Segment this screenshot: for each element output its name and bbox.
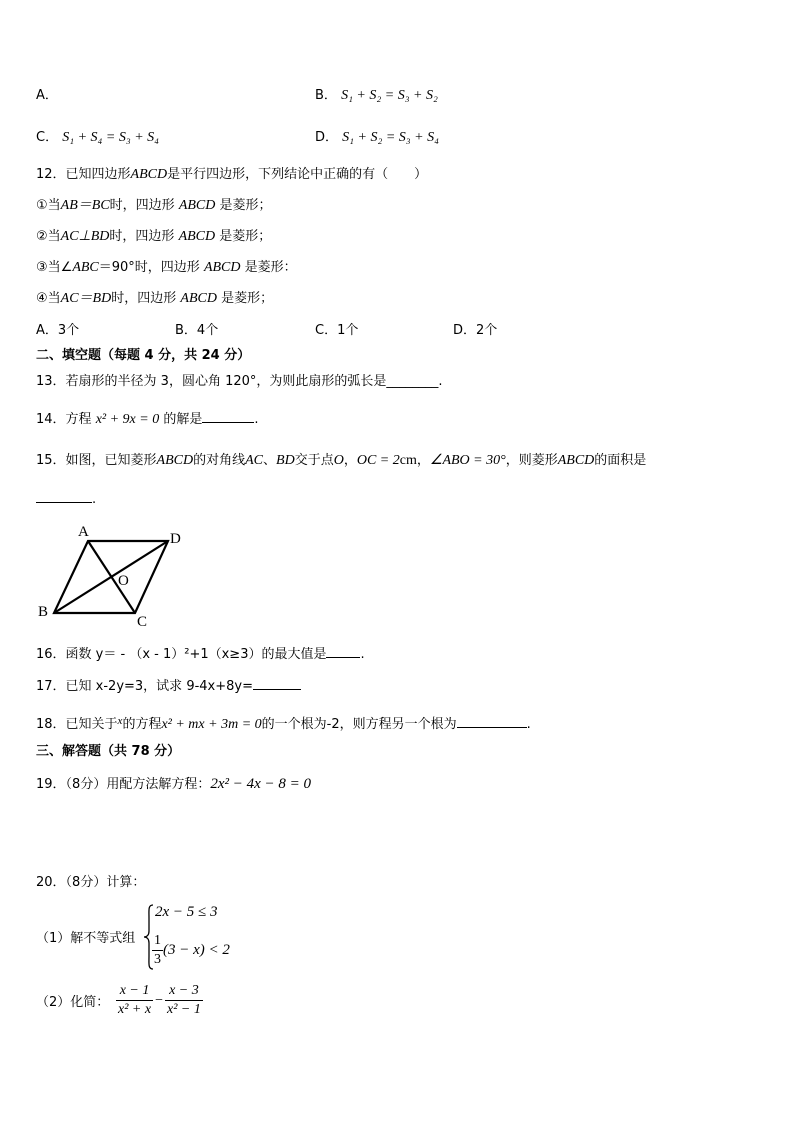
option-label: C． [36,130,59,145]
rhombus-figure [30,518,200,630]
stem-text: 是平行四边形，下列结论中正确的有（ ） [167,167,428,182]
inequality-2 [152,932,230,969]
q11-option-a [36,86,58,106]
q16-text: 16．函数 y＝ - （x - 1）²+1（x≥3）的最大值是 [36,647,327,662]
q15 [36,451,646,471]
vertex-label-b: B [38,604,49,620]
q12-stem [36,165,427,185]
item-mark: ② [36,229,48,244]
center-label-o: O [118,573,129,589]
answer-blank[interactable] [457,714,527,728]
section-2-heading: 二、填空题（每题 4 分，共 24 分） [36,348,251,363]
q12-choice-b: B．4个 [175,323,219,338]
q12-item-1 [36,196,272,216]
q15-math: AC [245,453,264,468]
section-3-heading: 三、解答题（共 78 分） [36,744,181,759]
answer-blank[interactable] [253,676,301,690]
q15-text: 的面积是 [594,453,647,468]
q14-equation: x² + 9x = 0 [95,412,160,427]
frac-den: x² + x [118,1002,152,1017]
fraction-one-third [152,932,163,969]
item-text: 当 [47,198,61,213]
item-mark: ① [36,198,48,213]
inequality-2-rest: (3 − x) < 2 [163,942,230,958]
q12-item-4 [36,289,273,309]
item-mark: ④ [36,291,48,306]
q15-math: ABCD [557,453,595,468]
vertex-label-c: C [137,614,148,630]
item-math: ABC [72,260,99,275]
answer-blank[interactable] [326,644,360,658]
item-text: ＝90°时，四边形 [98,260,200,275]
item-math: ABCD [203,260,241,275]
item-math: AC⊥BD [60,229,110,244]
stem-math: ABCD [130,167,168,182]
frac-num: x − 3 [165,982,203,1001]
item-text: 是菱形： [244,260,297,275]
q18-text: 18．已知关于 [36,717,118,732]
item-mark: ③ [36,260,48,275]
option-expr: S₁ + S₂ = S₃ + S₂ [341,88,438,103]
option-label: A． [36,88,58,103]
q15-text: 15．如图，已知菱形 [36,453,157,468]
q16 [36,644,365,665]
q15-text: ， [416,453,430,468]
vertex-label-d: D [170,531,181,547]
q14 [36,409,259,430]
option-label: D． [315,130,339,145]
q15-unit: cm [399,453,417,468]
q18-equation: x² + mx + 3m = 0 [161,717,262,732]
minus-sign: − [155,992,163,1008]
inequality-1: 2x − 5 ≤ 3 [155,904,218,920]
q15-math: OC = 2 [356,453,400,468]
vertex-label-a: A [78,524,89,540]
q14-text: 14．方程 [36,412,92,427]
item-text: 是菱形； [219,229,272,244]
q13: 13．若扇形的半径为 3，圆心角 120°，为则此扇形的弧长是________. [36,374,443,389]
frac-den: 3 [154,952,161,967]
item-text: 当 [47,229,61,244]
q12-choice-d: D．2个 [453,323,498,338]
q11-option-d [315,128,439,148]
item-math: AC＝BD [60,291,112,306]
q19-equation: 2x² − 4x − 8 = 0 [210,776,312,792]
stem-text: 12．已知四边形 [36,167,131,182]
q18-text: . [526,717,531,732]
q12-item-3 [36,258,297,278]
q12-choice-a: A．3个 [36,323,80,338]
q18-text: 的方程 [122,717,162,732]
item-math: ABCD [178,229,216,244]
q15-math: O [333,453,344,468]
q18-var: x [117,715,123,727]
q17-text: 17．已知 x-2y=3，试求 9-4x+8y= [36,679,253,694]
q14-text: . [254,412,259,427]
item-text: 时，四边形 [111,291,177,306]
q12-choice-c: C．1个 [315,323,359,338]
frac-den: x² − 1 [166,1002,201,1017]
q12-item-2 [36,227,271,247]
item-math: ABCD [178,198,216,213]
q17 [36,676,301,697]
q11-option-c [36,128,159,148]
q15-math: ABCD [156,453,194,468]
q20-part2-label: （2）化简： [36,995,110,1010]
answer-blank[interactable] [202,409,254,423]
item-text: 是菱形； [221,291,274,306]
option-expr: S₁ + S₂ = S₃ + S₄ [342,130,439,145]
q18-text: 的一个根为-2，则方程另一个根为 [261,717,457,732]
q15-text: 交于点 [294,453,334,468]
item-text: 当∠ [47,260,73,275]
frac-num: x − 1 [116,982,153,1001]
q19 [36,774,311,795]
item-text: 是菱形； [219,198,272,213]
item-math: ABCD [180,291,217,306]
q15-text: . [92,492,97,507]
q15-math: ∠ABO = 30° [429,453,506,468]
fraction-1 [116,982,153,1019]
q16-text: . [360,647,365,662]
q14-text: 的解是 [163,412,203,427]
q15-text: 的对角线 [193,453,246,468]
q15-text: ，则菱形 [505,453,558,468]
q15-text: ， [343,453,357,468]
q11-option-b [315,86,438,106]
q20-title: 20．（8分）计算： [36,875,146,890]
q15-answer-line [36,489,96,510]
option-expr: S₁ + S₄ = S₃ + S₄ [62,130,160,145]
answer-blank[interactable] [36,489,92,503]
item-text: 时，四边形 [109,198,175,213]
frac-num: 1 [152,932,163,951]
item-text: 时，四边形 [109,229,175,244]
fraction-2 [165,982,203,1019]
option-label: B． [315,88,337,103]
item-math: AB＝BC [60,198,110,213]
q19-text: 19．（8分）用配方法解方程： [36,777,211,792]
q20-part1-label: （1）解不等式组 [36,931,136,946]
q15-text: 、 [263,453,277,468]
q18 [36,711,531,735]
item-text: 当 [47,291,61,306]
q15-math: BD [276,453,295,468]
q20-part2-expression [116,982,203,1019]
